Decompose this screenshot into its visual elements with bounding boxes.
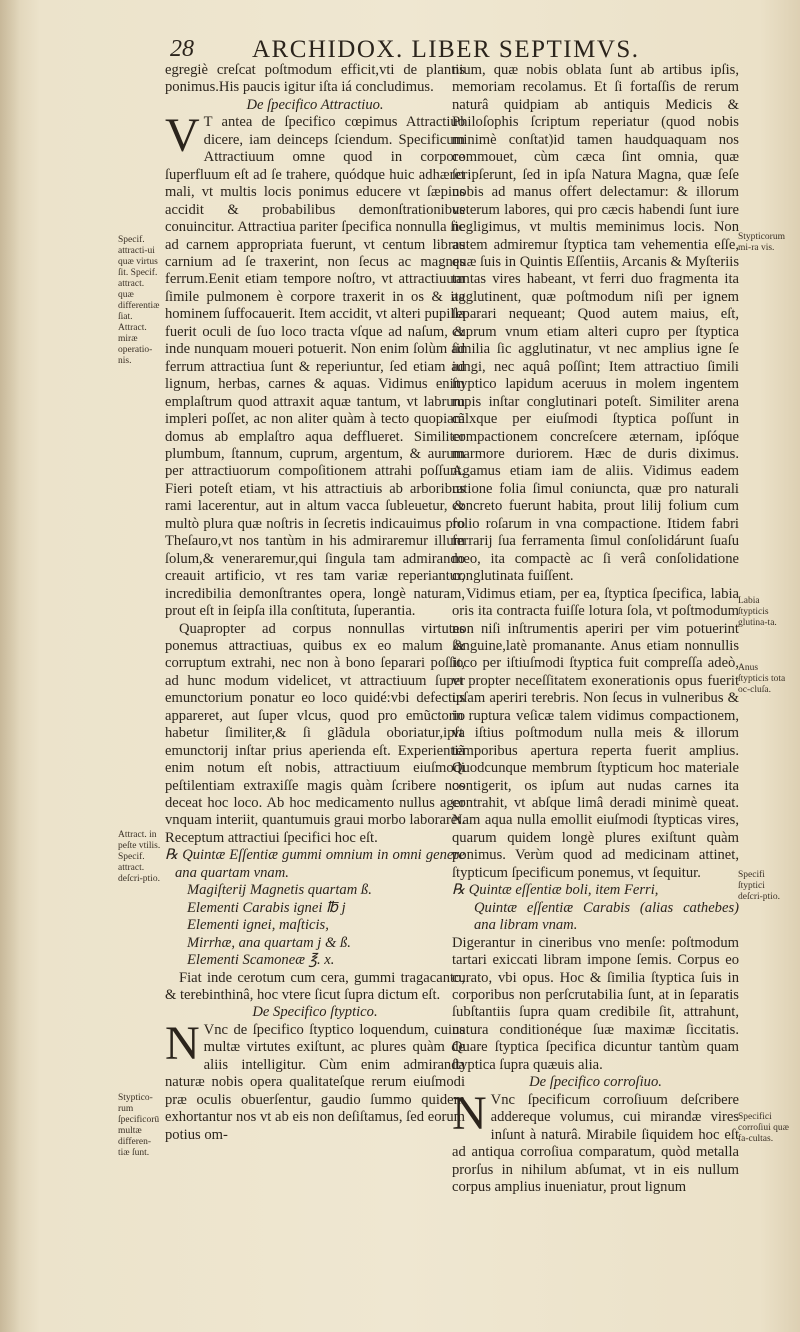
margin-note-right: Stypticorum mi-ra vis. [738, 232, 785, 253]
paragraph-text: Vnc de ſpecifico ſtyptico loquendum, cuius multæ virtutes exiſtunt, ac plures quàm de aliis intelligitur. Cùm enim admiranda naturæ nobis opera qualitateſque rerum eiuſmodi præ oculis obuerſentur, gaudio ſummo quidem exhortantur nos vt ab eis non deſiſtamus, ſed eorum potius om- [165, 1021, 465, 1143]
paragraph-with-initial [452, 1086, 739, 1197]
recipe-line: Magiſterij Magnetis quartam ß. [187, 882, 372, 899]
margin-note-right: Labia ſtypticis glutina-ta. [738, 596, 777, 628]
paragraph: nium, quæ nobis oblata ſunt ab artibus ipſis, memoriam recolamus. Et ſi fortaſſis de rerum naturâ quidpiam ab antiquis Medicis & Philoſophis ſcriptum reperiatur (quod nobis minimè conſtat)id tamen haudquaquam nos commouet, cùm cæca ſint omnia, quæ ſcripſerunt, ſed in ipſa Natura Magna, quæ ſeſe nobis ad manus offert delectamur: & illorum veterum labores, qui pro cæcis habendi ſunt iure negligimus, vt multis meminimus locis. Non autem admiremur ſtyptica tam vehementia eſſe, quæ ſuis in Quintis Eſſentiis, Arcanis & Myſteriis tantas vires habeant, vt ferri duo fragmenta ita agglutinent, quæ poſtmodum niſi per ignem ſeparari nequeant; Quod autem maius, eſt, cuprum vnum etiam alteri cupro per ſtyptica ſimilia ſic agglutinatur, vt nec amplius igne ſe iungi, nec aquâ poſſint; Item attractiuo ſimili ſtyptico lapidum aceruus in molem ingentem rupis inſtar conglutinari poteſt. Similiter arena cãlxque per eiuſmodi ſtyptica poſſunt in compactionem concreſcere æternam, ipſóque marmore duriorem. Hæc de duris diximus. Agamus etiam iam de aliis. Vidimus eadem ratione folia ſimul coniuncta, quæ pro naturali concreto fuerunt habita, prout lilij folium cum folio roſarum in vna compactione. Itidem fabri ferrarij ſua ferramenta ſimul conſolidárunt ſuaſu meo, ita compactè ac ſi verâ conſolidatione conglutinata fuiſſent. [452, 62, 740, 585]
drop-cap-initial: N [165, 1016, 200, 1070]
margin-note-left: Specif. attracti-ui quæ virtus ſit. Specif. attract. quæ differentiæ ſiat. Attract. miræ operatio-nis. [118, 235, 160, 366]
page-number: 28 [170, 36, 194, 62]
paragraph: Vidimus etiam, per ea, ſtyptica ſpecifica, labia oris ita contracta fuiſſe lotura ſola, vt poſtmodum non niſi inſtrumentis aperiri per vim potuerint ſanguine,latè promanante. Anus etiam nonnullis ioco per iſtiuſmodi ſtyptica fuit compreſſa adeò, vt propter neceſſitatem exonerationis opus fuerit ipſam aperiri terebris. Non ſecus in vulneribus & in ruptura veſicæ talem vidimus compactionem, vt iſtius poſtmodum nulla meis & illorum temporibus apertura reperta fuerit amplius. Quodcunque membrum ſtypticum hoc materiale contigerit, os ipſum aut nudas carnes ita contrahit, vt abſque limâ deradi minimè queat. Nam aqua nulla emollit eiuſmodi ſtypticas vires, quarum quidem longè plures exiſtunt quàm ponimus. Verùm quod ad medicinam attinet, ſtypticum ſpecificum ponemus, vt ſequitur. [452, 585, 739, 881]
recipe-line: Quintæ eſſentiæ Carabis (alias cathebes) ana libram vnam. [474, 899, 739, 934]
paragraph: Quapropter ad corpus nonnullas virtutes ponemus attractiuas, quibus ex eo malum & corruptum extrahi, nec non à bono ſeparari poſſit, ad hunc modum videlicet, vt attractiuum ſuper emunctorium ponatur eo loco quidé:vbi defectus appareret, aut ſuper vlcus, quod pro emũctorio habetur ſimiliter,& ſi glãdula oboriatur,ipſa emunctorij inſtar prius aperienda eſt. Experientiã enim notum eſt nobis, attractiuum eiuſmodi peſtilentiam extraxiſſe magis quàm ſcribere nos deceat hoc loco. Ab hoc medicamento nullus ager vnquam interiit, quantumuis graui morbo laboraret. Receptum attractiui ſpecifici hoc eſt. [165, 620, 465, 846]
margin-note-right: Anus ſtypticis tota oc-cluſa. [738, 663, 786, 695]
section-heading: De ſpecifico Attractiuo. [246, 96, 384, 113]
margin-note-left: Styptico-rum ſpecificorū multæ differen-tiæ ſunt. [118, 1093, 160, 1158]
running-title: ARCHIDOX. LIBER SEPTIMVS. [252, 36, 640, 63]
left-text-column [165, 62, 465, 1144]
paragraph-with-initial [165, 1016, 465, 1144]
paragraph: egregiè creſcat poſtmodum efficit,vti de plantis ponimus.His paucis igitur iſta iá concludimus. [165, 62, 465, 96]
margin-note-left: Attract. in peſte vtilis. Specif. attract. deſcri-ptio. [118, 830, 161, 884]
right-text-column [452, 62, 739, 1196]
drop-cap-initial: N [452, 1086, 487, 1140]
recipe-line: Elementi ignei, maſticis, [187, 917, 329, 934]
paragraph-with-initial [165, 109, 465, 620]
recipe-line: Elementi Carabis ignei ℔ j [187, 899, 346, 916]
paragraph: Fiat inde cerotum cum cera, gummi tragacanto, & terebinthinâ, hoc vtere ſicut ſupra dictum eſt. [165, 969, 465, 1004]
recipe-line: Mirrhæ, ana quartam j & ß. [187, 934, 351, 951]
page-edge-shadow [0, 0, 20, 1332]
recipe-line: ℞ Quintæ Eſſentiæ gummi omnium in omni genere ana quartam vnam. [165, 847, 465, 881]
paragraph-text: Vnc ſpecificum corroſiuum deſcribere addereque volumus, cui mirandæ vires inſunt à naturâ. Mirabile ſiquidem hoc eſt ad antiqua corroſiua comparatum, quòd metalla prorſus in nihilum abſumat, vt in eis nullum corpus amplius inueniatur, prout lignum [452, 1091, 739, 1195]
section-heading: De Specifico ſtyptico. [252, 1004, 378, 1021]
drop-cap-initial: V [165, 109, 200, 163]
section-heading: De ſpecifico corroſiuo. [529, 1074, 662, 1091]
recipe-line: ℞ Quintæ eſſentiæ boli, item Ferri, [452, 882, 659, 899]
paragraph: Digerantur in cineribus vno menſe: poſtmodum tartari exiccati libram impone ſemis. Corpus eo curato, vbi opus. Hoc & ſimilia ſtyptica ſuis in corporibus non perſcrutabilia ſunt, at in ſeparatis ſubſtantiis ſupra quam credibile ſit, attrahunt, natura conditionéque ſuæ maximæ ſiccitatis. Quare ſtyptica ſpecifica dicuntur tantùm quam ſtyptica ſupra quæuis alia. [452, 934, 739, 1073]
paragraph-text: T antea de ſpecifico cœpimus Attractiuo dicere, iam deinceps ſciendum. Specificum Attractiuum omne quod in corpore ſuperfluum eſt ad ſe trahere, quódque huic adhæret mali, vt multis locis ponimus educere vt ſæpius accidit & probabilibus demonſtrationibus conuincitur. Attractiua pariter ſpecifica nonnulla ſic ad carnem appropriata fuerunt, vt centum libras carnium ad ſe traxerint, non ſecus ac magnes ferrum.Eenit etiam tempore noſtro, vt attractiuum ſimile pulmonem è corpore traxerit in os & ita hominem ſuffocauerit. Item accidit, vt alteri pupilla fuerit oculi de ſuo loco tracta vſque ad naſum, & inde nunquam moueri potuerit. Non enim ſolùm ad ferrum attractiua ſunt & reperiuntur, ſed etiam ad lignum, herbas, carnes & aquas. Vidimus enim emplaſtrum quod attraxit aquæ tantum, vt labrum impleri poſſet, ac non aliter quàm à tecto quopiam domus ab emplaſtro aqua defflueret. Similiter plumbum, ſtannum, cuprum, argentum, & aurum per attractiuorum compoſitionem attrahi poſſunt. Fieri poteſt etiam, vt his attractiuis ab arboribus rami lacerentur, aut in altum vacca ſubleuetur, & multò plura quæ noſtris in ſecretis indicauimus pro Theſauro,vt nos tantùm in his admiraremur illum ſolum,& veneraremur,qui ſingula tam admirando creauit artificio, vt res tam variæ reperiantur, incredibilia demonſtrantes opera, longè naturam, prout eſt in ſeipſa illa conſtituta, ſuperantia. [165, 114, 465, 620]
margin-note-right: Specifici corroſiui quæ fa-cultas. [738, 1112, 789, 1144]
margin-note-right: Specifi ſtyptici deſcri-ptio. [738, 870, 780, 902]
recipe-line: Elementi Scamoneæ ℥. x. [187, 952, 335, 969]
